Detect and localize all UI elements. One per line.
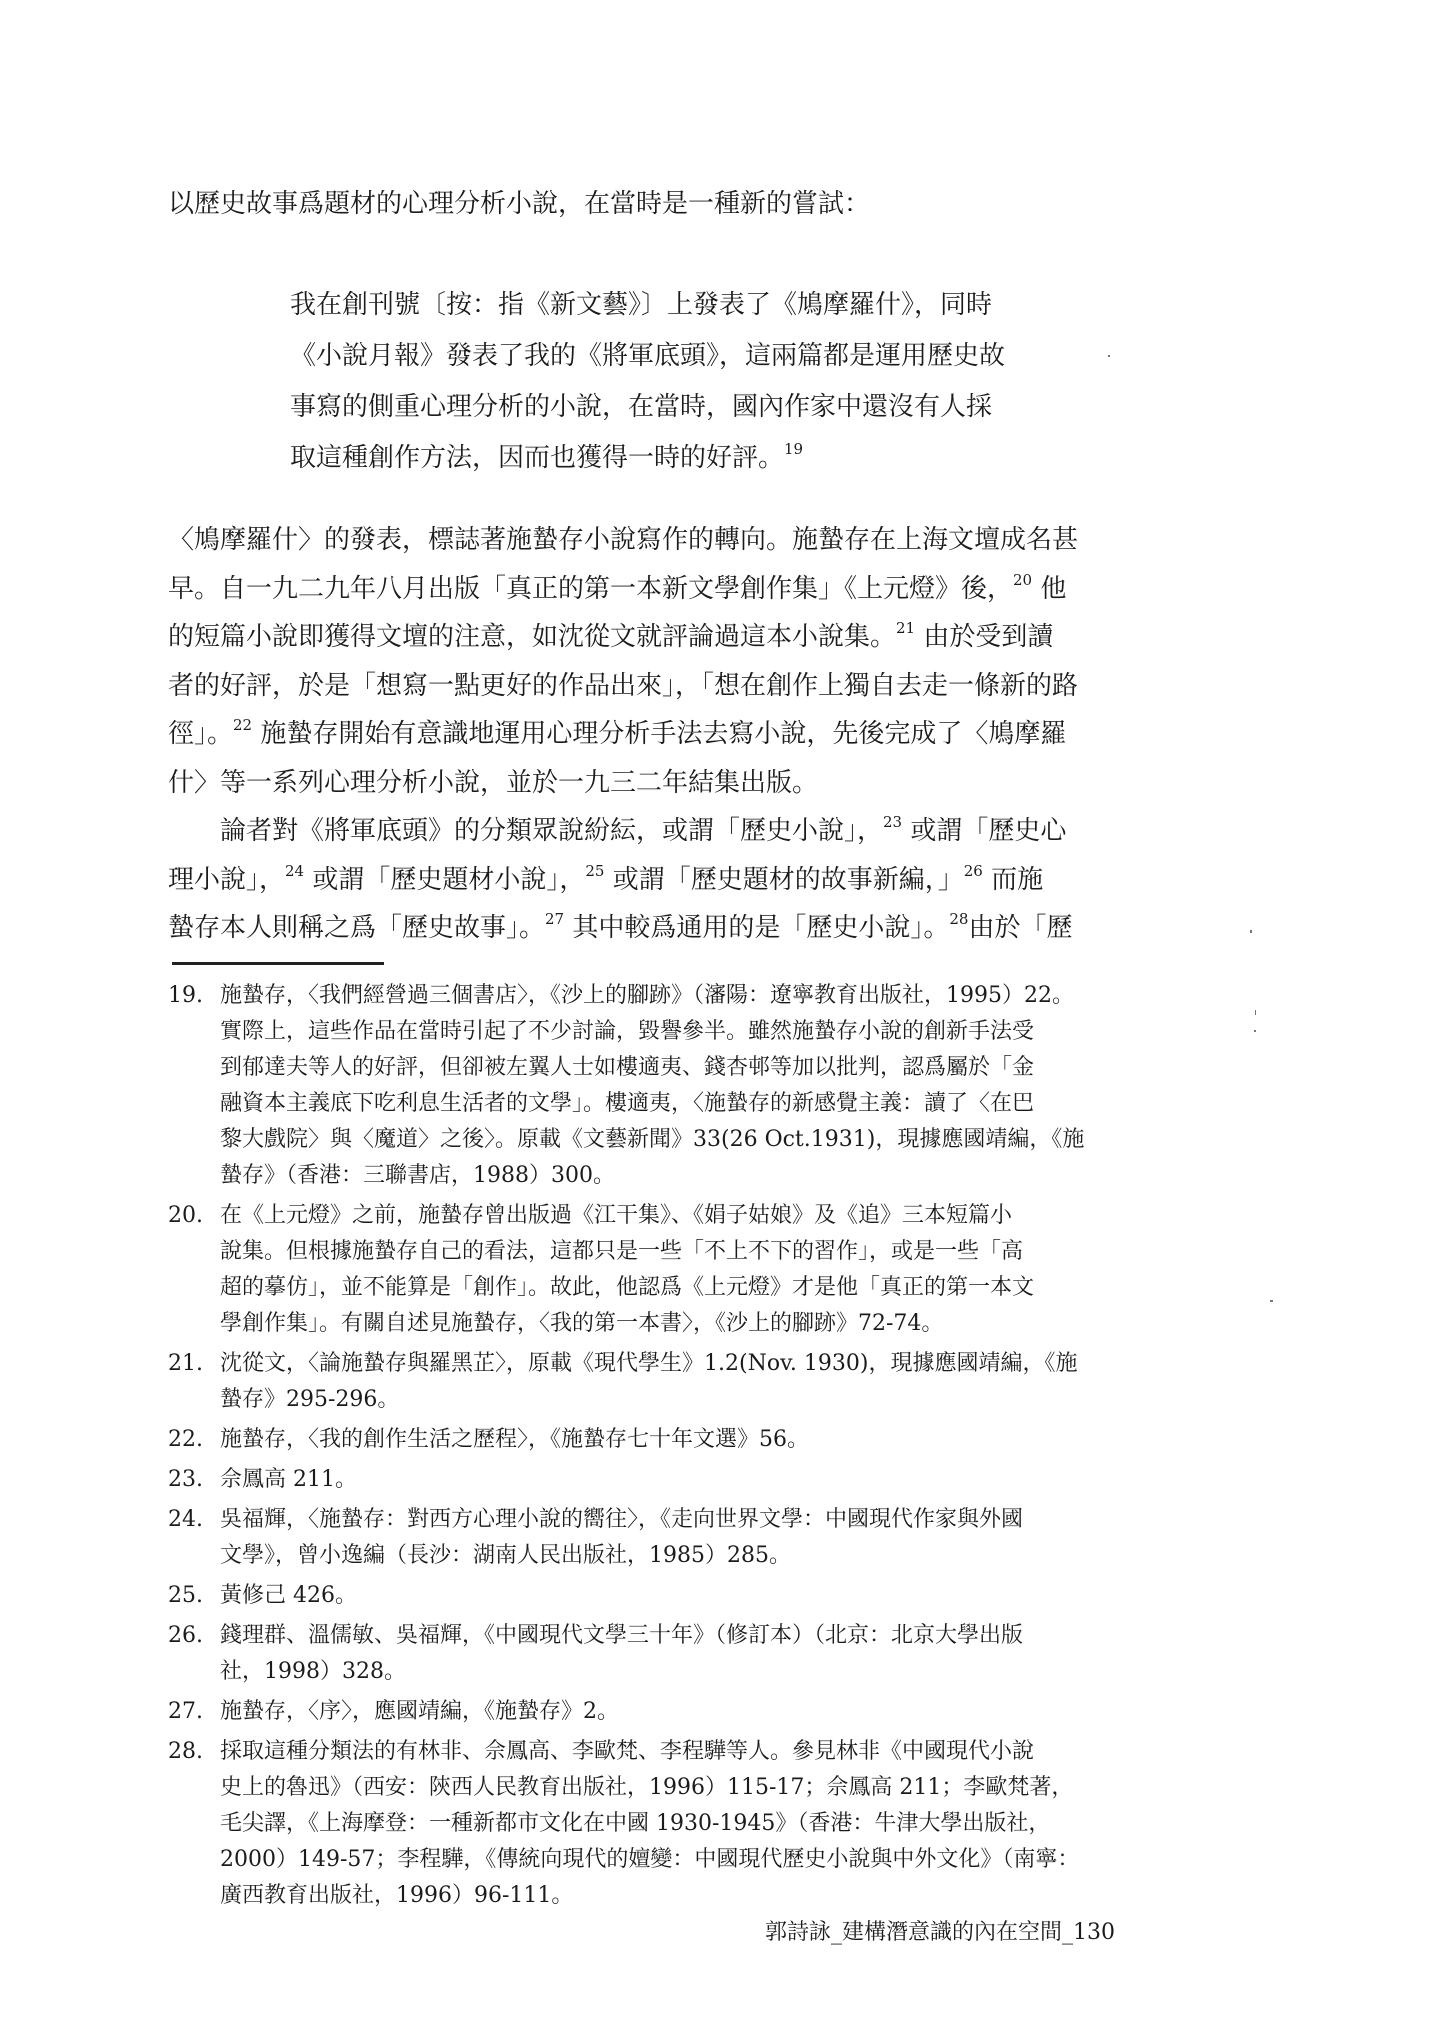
footnote-line: 在《上元燈》之前，施蟄存曾出版過《江干集》、《娟子姑娘》及《追》三本短篇小 (220, 1203, 1013, 1228)
footnote-ref-19[interactable]: 19 (784, 440, 804, 458)
body-text-run: 他 (1032, 573, 1067, 604)
body-text-run: 其中較爲通用的是「歷史小說」。 (564, 913, 950, 943)
footnote-line: 佘鳳高 211。 (220, 1467, 357, 1492)
scan-speck (1270, 1300, 1273, 1302)
footnote-line: 採取這種分類法的有林非、佘鳳高、李歐梵、李程驊等人。參見林非《中國現代小說 (220, 1739, 1035, 1764)
body-text-run: 早。自一九二九年八月出版「真正的第一本新文學創作集」《上元燈》後， (168, 573, 1014, 604)
intro-sentence: 以歷史故事爲題材的心理分析小說，在當時是一種新的嘗試： (168, 189, 871, 219)
footnote-number: 27. (168, 1699, 203, 1724)
quote-line: 我在創刊號〔按：指《新文藝》〕上發表了《鳩摩羅什》，同時 (290, 290, 993, 320)
footnote-number: 21. (168, 1351, 203, 1376)
body-text-run: 理小說」， (168, 864, 286, 895)
body-line (168, 613, 1168, 662)
footnote-number: 25. (168, 1583, 203, 1608)
footnote-number: 22. (168, 1427, 203, 1452)
footnote-ref-23[interactable]: 23 (883, 813, 903, 831)
footnote-ref-28[interactable]: 28 (949, 910, 969, 928)
body-text-run: 由於「歷 (968, 913, 1073, 943)
footnote-line: 施蟄存，〈序〉，應國靖編，《施蟄存》2。 (220, 1699, 619, 1724)
footnote-line: 社，1998）328。 (220, 1659, 406, 1684)
body-text-run: 由於受到讀 (915, 622, 1054, 652)
footnote (168, 1734, 1173, 1914)
footnote (168, 1198, 1173, 1342)
quote-line: 事寫的側重心理分析的小說，在當時，國內作家中還沒有人採 (290, 392, 993, 422)
footnote-line: 廣西教育出版社，1996）96-111。 (220, 1883, 574, 1908)
block-quote (290, 280, 1110, 484)
footnote-ref-25[interactable]: 25 (585, 861, 605, 880)
footnote-ref-24[interactable]: 24 (285, 861, 305, 880)
footnote-line: 融資本主義底下吃利息生活者的文學」。樓適夷，〈施蟄存的新感覺主義：讀了〈在巴 (220, 1091, 1035, 1116)
scan-speck (1108, 355, 1110, 357)
footnote (168, 1578, 1173, 1614)
body-text-run: 或謂「歷史題材小說」， (304, 864, 586, 895)
page-footer: 郭詩詠_建構潛意識的內在空間_130 (765, 1920, 1115, 1945)
footnote-ref-21[interactable]: 21 (896, 619, 916, 637)
footnote-line: 史上的魯迅》（西安：陝西人民教育出版社，1996）115-17；佘鳳高 211；李歐梵著， (220, 1775, 1074, 1800)
body-text (168, 516, 1168, 953)
footnote-number: 28. (168, 1739, 203, 1764)
body-line: 者的好評，於是「想寫一點更好的作品出來」，「想在創作上獨自去走一條新的路 (168, 670, 1079, 701)
footnote-line: 到郁達夫等人的好評，但卻被左翼人士如樓適夷、錢杏邨等加以批判，認爲屬於「金 (220, 1055, 1035, 1080)
footnote (168, 1346, 1173, 1418)
body-text-run: 論者對《將軍底頭》的分類眾說紛紜，或謂「歷史小說」， (220, 816, 884, 846)
footnote-line: 實際上，這些作品在當時引起了不少討論，毀譽參半。雖然施蟄存小說的創新手法受 (220, 1019, 1035, 1044)
body-line (168, 856, 1168, 905)
footnote-number: 19. (168, 983, 203, 1008)
footnote-line: 說集。但根據施蟄存自己的看法，這都只是一些「不上不下的習作」，或是一些「高 (220, 1239, 1024, 1264)
body-text-run: 施蟄存開始有意識地運用心理分析手法去寫小說，先後完成了〈鳩摩羅 (252, 719, 1067, 749)
footnote-ref-22[interactable]: 22 (233, 716, 253, 734)
footnote-ref-27[interactable]: 27 (545, 910, 565, 928)
body-line: 什〉等一系列心理分析小說，並於一九三二年結集出版。 (168, 767, 819, 798)
body-text-run: 而施 (982, 864, 1044, 895)
footnote-line: 黃修己 426。 (220, 1583, 357, 1608)
footnote-line: 蟄存》295-296。 (220, 1387, 400, 1412)
footnote-line: 施蟄存，〈我的創作生活之歷程〉，《施蟄存七十年文選》56。 (220, 1427, 809, 1452)
scan-speck (1250, 930, 1252, 933)
body-text-run: 或謂「歷史心 (902, 816, 1067, 846)
footnote-line: 黎大戲院〉與〈魔道〉之後〉。原載《文藝新聞》33(26 Oct.1931)，現據應國靖編，《施 (220, 1127, 1085, 1152)
footnote-number: 26. (168, 1623, 203, 1648)
footnote-number: 24. (168, 1507, 203, 1532)
body-text-run: 或謂「歷史題材的故事新編，」 (604, 864, 964, 895)
footnote-ref-26[interactable]: 26 (963, 861, 983, 880)
body-line (168, 565, 1168, 614)
footnote-line: 學創作集」。有關自述見施蟄存，〈我的第一本書〉，《沙上的腳跡》72-74。 (220, 1311, 944, 1336)
footnote (168, 1422, 1173, 1458)
body-text-run: 蟄存本人則稱之爲「歷史故事」。 (168, 913, 546, 943)
body-line: 〈鳩摩羅什〉的發表，標誌著施蟄存小說寫作的轉向。施蟄存在上海文壇成名甚 (168, 525, 1079, 555)
footnote-line: 施蟄存，〈我們經營過三個書店〉，《沙上的腳跡》（瀋陽：遼寧教育出版社，1995）22。 (220, 983, 1074, 1008)
quote-line-text: 取這種創作方法，因而也獲得一時的好評。 (290, 443, 785, 473)
body-text-run: 的短篇小說即獲得文壇的注意，如沈從文就評論過這本小說集。 (168, 622, 897, 652)
footnote-number: 23. (168, 1467, 203, 1492)
body-text-run: 徑」。 (168, 719, 234, 749)
footnote-line: 沈從文，〈論施蟄存與羅黑芷〉，原載《現代學生》1.2(Nov. 1930)，現據應國靖編，《施 (220, 1351, 1078, 1376)
footnote-separator (172, 962, 384, 965)
body-line (168, 904, 1168, 953)
scan-speck (1254, 1030, 1256, 1032)
footnote-line: 蟄存》（香港：三聯書店，1988）300。 (220, 1163, 615, 1188)
quote-line: 《小說月報》發表了我的《將軍底頭》，這兩篇都是運用歷史故 (290, 341, 1006, 371)
footnote-line: 文學》，曾小逸編（長沙：湖南人民出版社，1985）285。 (220, 1543, 791, 1568)
footnote-ref-20[interactable]: 20 (1013, 570, 1033, 589)
footnote (168, 1694, 1173, 1730)
scan-speck (1255, 1010, 1256, 1015)
quote-line (290, 433, 1110, 484)
footnote (168, 978, 1173, 1194)
footnote-line: 吳福輝，〈施蟄存：對西方心理小說的嚮往〉，《走向世界文學：中國現代作家與外國 (220, 1507, 1024, 1532)
footnote (168, 1618, 1173, 1690)
footnote-line: 2000）149-57；李程驊，《傳統向現代的嬗變：中國現代歷史小說與中外文化》（南寧： (220, 1847, 1080, 1872)
footnote (168, 1462, 1173, 1498)
footnotes (168, 978, 1173, 1918)
body-line (168, 807, 1168, 856)
footnote-line: 錢理群、溫儒敏、吳福輝，《中國現代文學三十年》（修訂本）（北京：北京大學出版 (220, 1623, 1024, 1648)
footnote-line: 超的摹仿」，並不能算是「創作」。故此，他認爲《上元燈》才是他「真正的第一本文 (220, 1275, 1035, 1300)
body-line (168, 710, 1168, 759)
footnote-line: 毛尖譯，《上海摩登：一種新都市文化在中國 1930-1945》（香港：牛津大學出版社， (220, 1811, 1051, 1836)
footnote-number: 20. (168, 1203, 203, 1228)
footnote (168, 1502, 1173, 1574)
